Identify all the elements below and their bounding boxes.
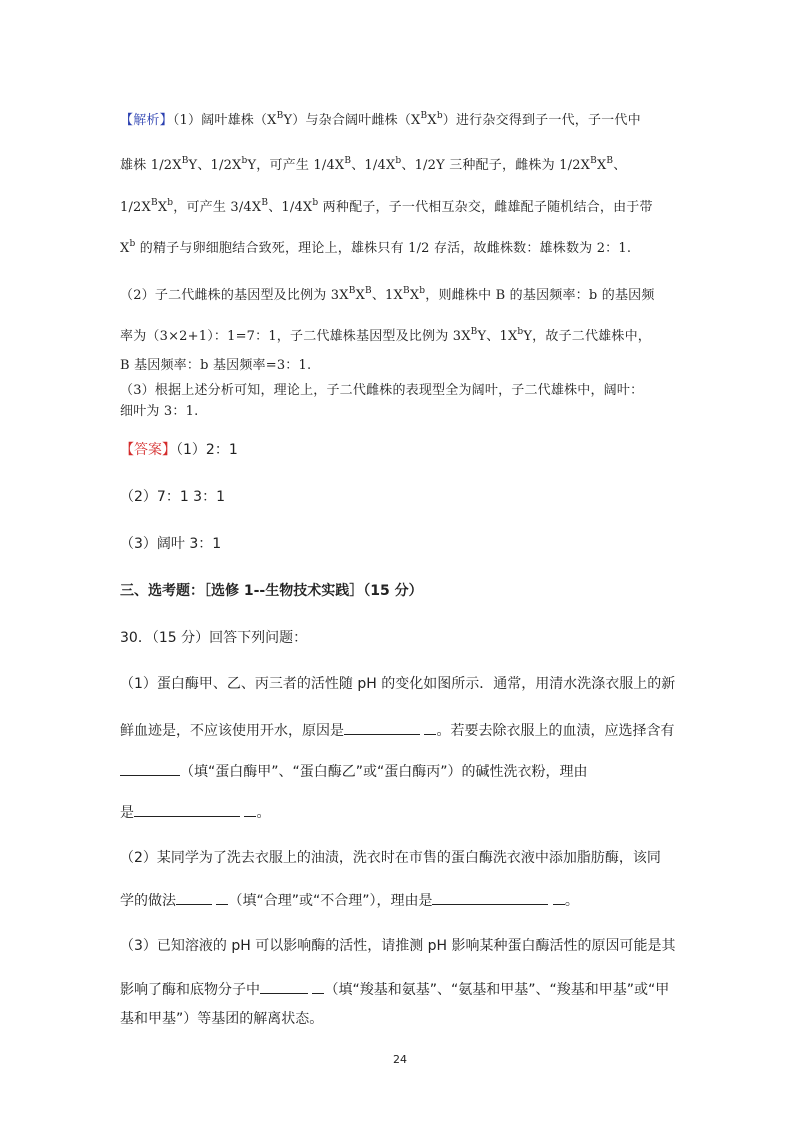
question-3-line-2: 影响了酶和底物分子中 （填“羧基和氨基”、“氨基和甲基”、“羧基和甲基”或“甲 (120, 982, 670, 998)
question-1-line-3: （填“蛋白酶甲”、“蛋白酶乙”或“蛋白酶丙”）的碱性洗衣粉，理由 (120, 763, 588, 779)
analysis-line-7: B 基因频率：b 基因频率=3：1. (120, 358, 312, 373)
question-title: 30．（15 分）回答下列问题： (120, 630, 308, 646)
answer-line-3: （3）阔叶 3：1 (120, 536, 222, 552)
answer-blank-4[interactable] (176, 892, 212, 905)
answer-tag: 【答案】 (120, 442, 176, 458)
page-number: 24 (393, 1053, 407, 1066)
analysis-line-4: $X^b$ 的精子与卵细胞结合致死，理论上，雄株只有 1/2 存活，故雌株数：雄株数为 2：1. (120, 238, 632, 256)
question-1-line-2: 鲜血迹是，不应该使用开水，原因是 。若要去除衣服上的血渍，应选择含有 (120, 723, 675, 739)
analysis-line-9: 细叶为 3：1. (120, 404, 199, 419)
analysis-line-2: 雄株 $1/2X^BY$、$1/2X^bY$，可产生 $1/4X^B$、$1/4X^b$、1/2Y 三种配子，雌株为 $1/2X^BX^B$、 (120, 155, 627, 173)
answer-line-1: 【答案】（1）2：1 (120, 442, 238, 458)
answer-blank-3[interactable] (134, 804, 240, 817)
analysis-tag: 【解析】 (120, 113, 173, 128)
analysis-line-8: （3）根据上述分析可知，理论上，子二代雌株的表现型全为阔叶，子二代雄株中，阔叶： (120, 383, 644, 398)
analysis-line-5: （2）子二代雌株的基因型及比例为 $3X^BX^B$、$1X^BX^b$，则雌株中 B 的基因频率：b 的基因频 (120, 285, 655, 303)
analysis-line-3: $1/2X^BX^b$，可产生 $3/4X^B$、$1/4X^b$ 两种配子，子一代相互杂交，雌雄配子随机结合，由于带 (120, 197, 653, 215)
question-1-line-1: （1）蛋白酶甲、乙、丙三者的活性随 pH 的变化如图所示．通常，用清水洗涤衣服上的新 (120, 676, 676, 692)
section-heading: 三、选考题：［选修 1--生物技术实践］（15 分） (120, 583, 423, 599)
analysis-line-1: 【解析】（1）阔叶雄株$(X^BY)$与杂合阔叶雌株$(X^BX^b)$进行杂交得到子一代，子一代中 (120, 110, 641, 128)
question-2-line-2: 学的做法 （填“合理”或“不合理”），理由是 。 (120, 893, 579, 909)
question-1-line-4: 是 。 (120, 805, 271, 821)
answer-blank-1[interactable] (344, 722, 420, 735)
question-2-line-1: （2）某同学为了洗去衣服上的油渍，洗衣时在市售的蛋白酶洗衣液中添加脂肪酶，该同 (120, 850, 661, 866)
question-3-line-1: （3）已知溶液的 pH 可以影响酶的活性，请推测 pH 影响某种蛋白酶活性的原因可能是其 (120, 938, 676, 954)
question-3-line-3: 基和甲基”）等基团的解离状态。 (120, 1011, 324, 1027)
answer-blank-2[interactable] (120, 763, 180, 776)
answer-blank-5[interactable] (432, 892, 548, 905)
analysis-line-6: 率为（3×2+1）：1=7：1，子二代雄株基因型及比例为 $3X^BY$、$1X^bY$，故子二代雄株中， (120, 326, 651, 344)
answer-blank-6[interactable] (260, 981, 308, 994)
answer-line-2: （2）7：1 3：1 (120, 489, 225, 505)
